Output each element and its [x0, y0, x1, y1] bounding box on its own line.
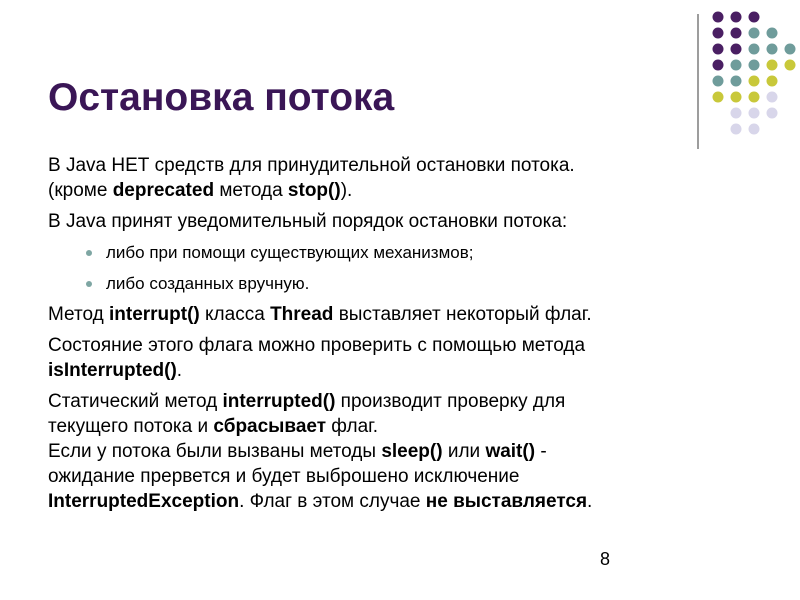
- paragraph-line: [48, 358, 758, 383]
- decor-dot: [749, 76, 760, 87]
- paragraph-line: ожидание прервется и будет выброшено исключение: [48, 466, 520, 487]
- page-number: 8: [599, 549, 610, 569]
- decor-dot: [749, 28, 760, 39]
- bold-term-interruptedexception: InterruptedException: [48, 491, 240, 512]
- paragraph-line: Состояние этого флага можно проверить с помощью метода: [48, 335, 586, 356]
- decor-dot: [767, 92, 778, 103]
- text-span: (кроме: [48, 180, 113, 201]
- bold-term-thread: Thread: [270, 304, 334, 325]
- decor-dot: [731, 28, 742, 39]
- paragraph-line: [48, 302, 758, 327]
- decor-dot: [731, 124, 742, 135]
- paragraph-line: [48, 489, 758, 514]
- text-span: Если у потока были вызваны методы: [48, 441, 382, 462]
- decor-dot: [713, 92, 724, 103]
- paragraph-line: [48, 389, 758, 414]
- decor-dot: [749, 92, 760, 103]
- decor-dot: [749, 108, 760, 119]
- list-item: [78, 271, 758, 296]
- paragraph-interrupt-method: [48, 302, 758, 327]
- text-span: Статический метод: [48, 391, 223, 412]
- bold-term-sleep: sleep(): [381, 441, 443, 462]
- bold-term-interrupt: interrupt(): [108, 304, 200, 325]
- decor-dot: [767, 44, 778, 55]
- text-span: .: [587, 491, 593, 512]
- list-item-label: либо созданных вручную.: [106, 274, 310, 293]
- decor-dot: [713, 60, 724, 71]
- decor-dot: [785, 44, 796, 55]
- paragraph-line: [48, 439, 758, 464]
- paragraph-line: В Java принят уведомительный порядок остановки потока:: [48, 211, 568, 232]
- decor-dot: [785, 60, 796, 71]
- decor-dot: [713, 28, 724, 39]
- paragraph-check-flag: [48, 333, 758, 383]
- decor-dot: [749, 124, 760, 135]
- text-span: . Флаг в этом случае: [239, 491, 426, 512]
- paragraph-line: [48, 178, 758, 203]
- text-span: метода: [214, 180, 288, 201]
- paragraph-line: [48, 414, 758, 439]
- decor-dot: [731, 44, 742, 55]
- text-span: производит проверку для: [335, 391, 566, 412]
- decor-dot: [731, 92, 742, 103]
- decor-dot: [767, 108, 778, 119]
- bold-term-isinterrupted: isInterrupted(): [48, 360, 177, 381]
- list-item: [78, 240, 758, 265]
- decor-dot: [713, 44, 724, 55]
- decor-dot: [713, 12, 724, 23]
- bold-term-not-set: не выставляется: [425, 491, 588, 512]
- text-span: или: [442, 441, 486, 462]
- text-span: класса: [199, 304, 271, 325]
- paragraph-static-interrupted: [48, 389, 758, 514]
- text-span: ).: [340, 180, 353, 201]
- slide-content: [48, 153, 758, 520]
- vertical-divider-line: [697, 14, 699, 149]
- decor-dot: [731, 76, 742, 87]
- decor-dot: [749, 60, 760, 71]
- decor-dot: [767, 60, 778, 71]
- bold-term-resets: сбрасывает: [213, 416, 327, 437]
- decor-dot: [731, 108, 742, 119]
- decor-dot: [749, 12, 760, 23]
- list-item-label: либо при помощи существующих механизмов;: [106, 243, 474, 262]
- text-span: выставляет некоторый флаг.: [333, 304, 592, 325]
- slide-title: Остановка потока: [48, 76, 395, 119]
- bold-term-stop: stop(): [287, 180, 341, 201]
- stop-method-list: [48, 240, 758, 296]
- bold-term-deprecated: deprecated: [112, 180, 215, 201]
- paragraph-notification-order: [48, 209, 758, 234]
- bold-term-interrupted: interrupted(): [222, 391, 336, 412]
- text-span: .: [176, 360, 183, 381]
- paragraph-line: В Java НЕТ средств для принудительной остановки потока.: [48, 155, 575, 176]
- paragraph-no-forced-stop: [48, 153, 758, 203]
- decor-dot: [731, 12, 742, 23]
- bold-term-wait: wait(): [485, 441, 536, 462]
- text-span: флаг.: [326, 416, 379, 437]
- decor-dot: [749, 44, 760, 55]
- decor-dot: [713, 76, 724, 87]
- decorative-dot-grid: [700, 0, 800, 140]
- bullet-dot-icon: [86, 250, 92, 256]
- decor-dot: [767, 28, 778, 39]
- text-span: текущего потока и: [48, 416, 214, 437]
- text-span: -: [535, 441, 547, 462]
- text-span: Метод: [48, 304, 109, 325]
- bullet-dot-icon: [86, 281, 92, 287]
- decor-dot: [767, 76, 778, 87]
- decor-dot: [731, 60, 742, 71]
